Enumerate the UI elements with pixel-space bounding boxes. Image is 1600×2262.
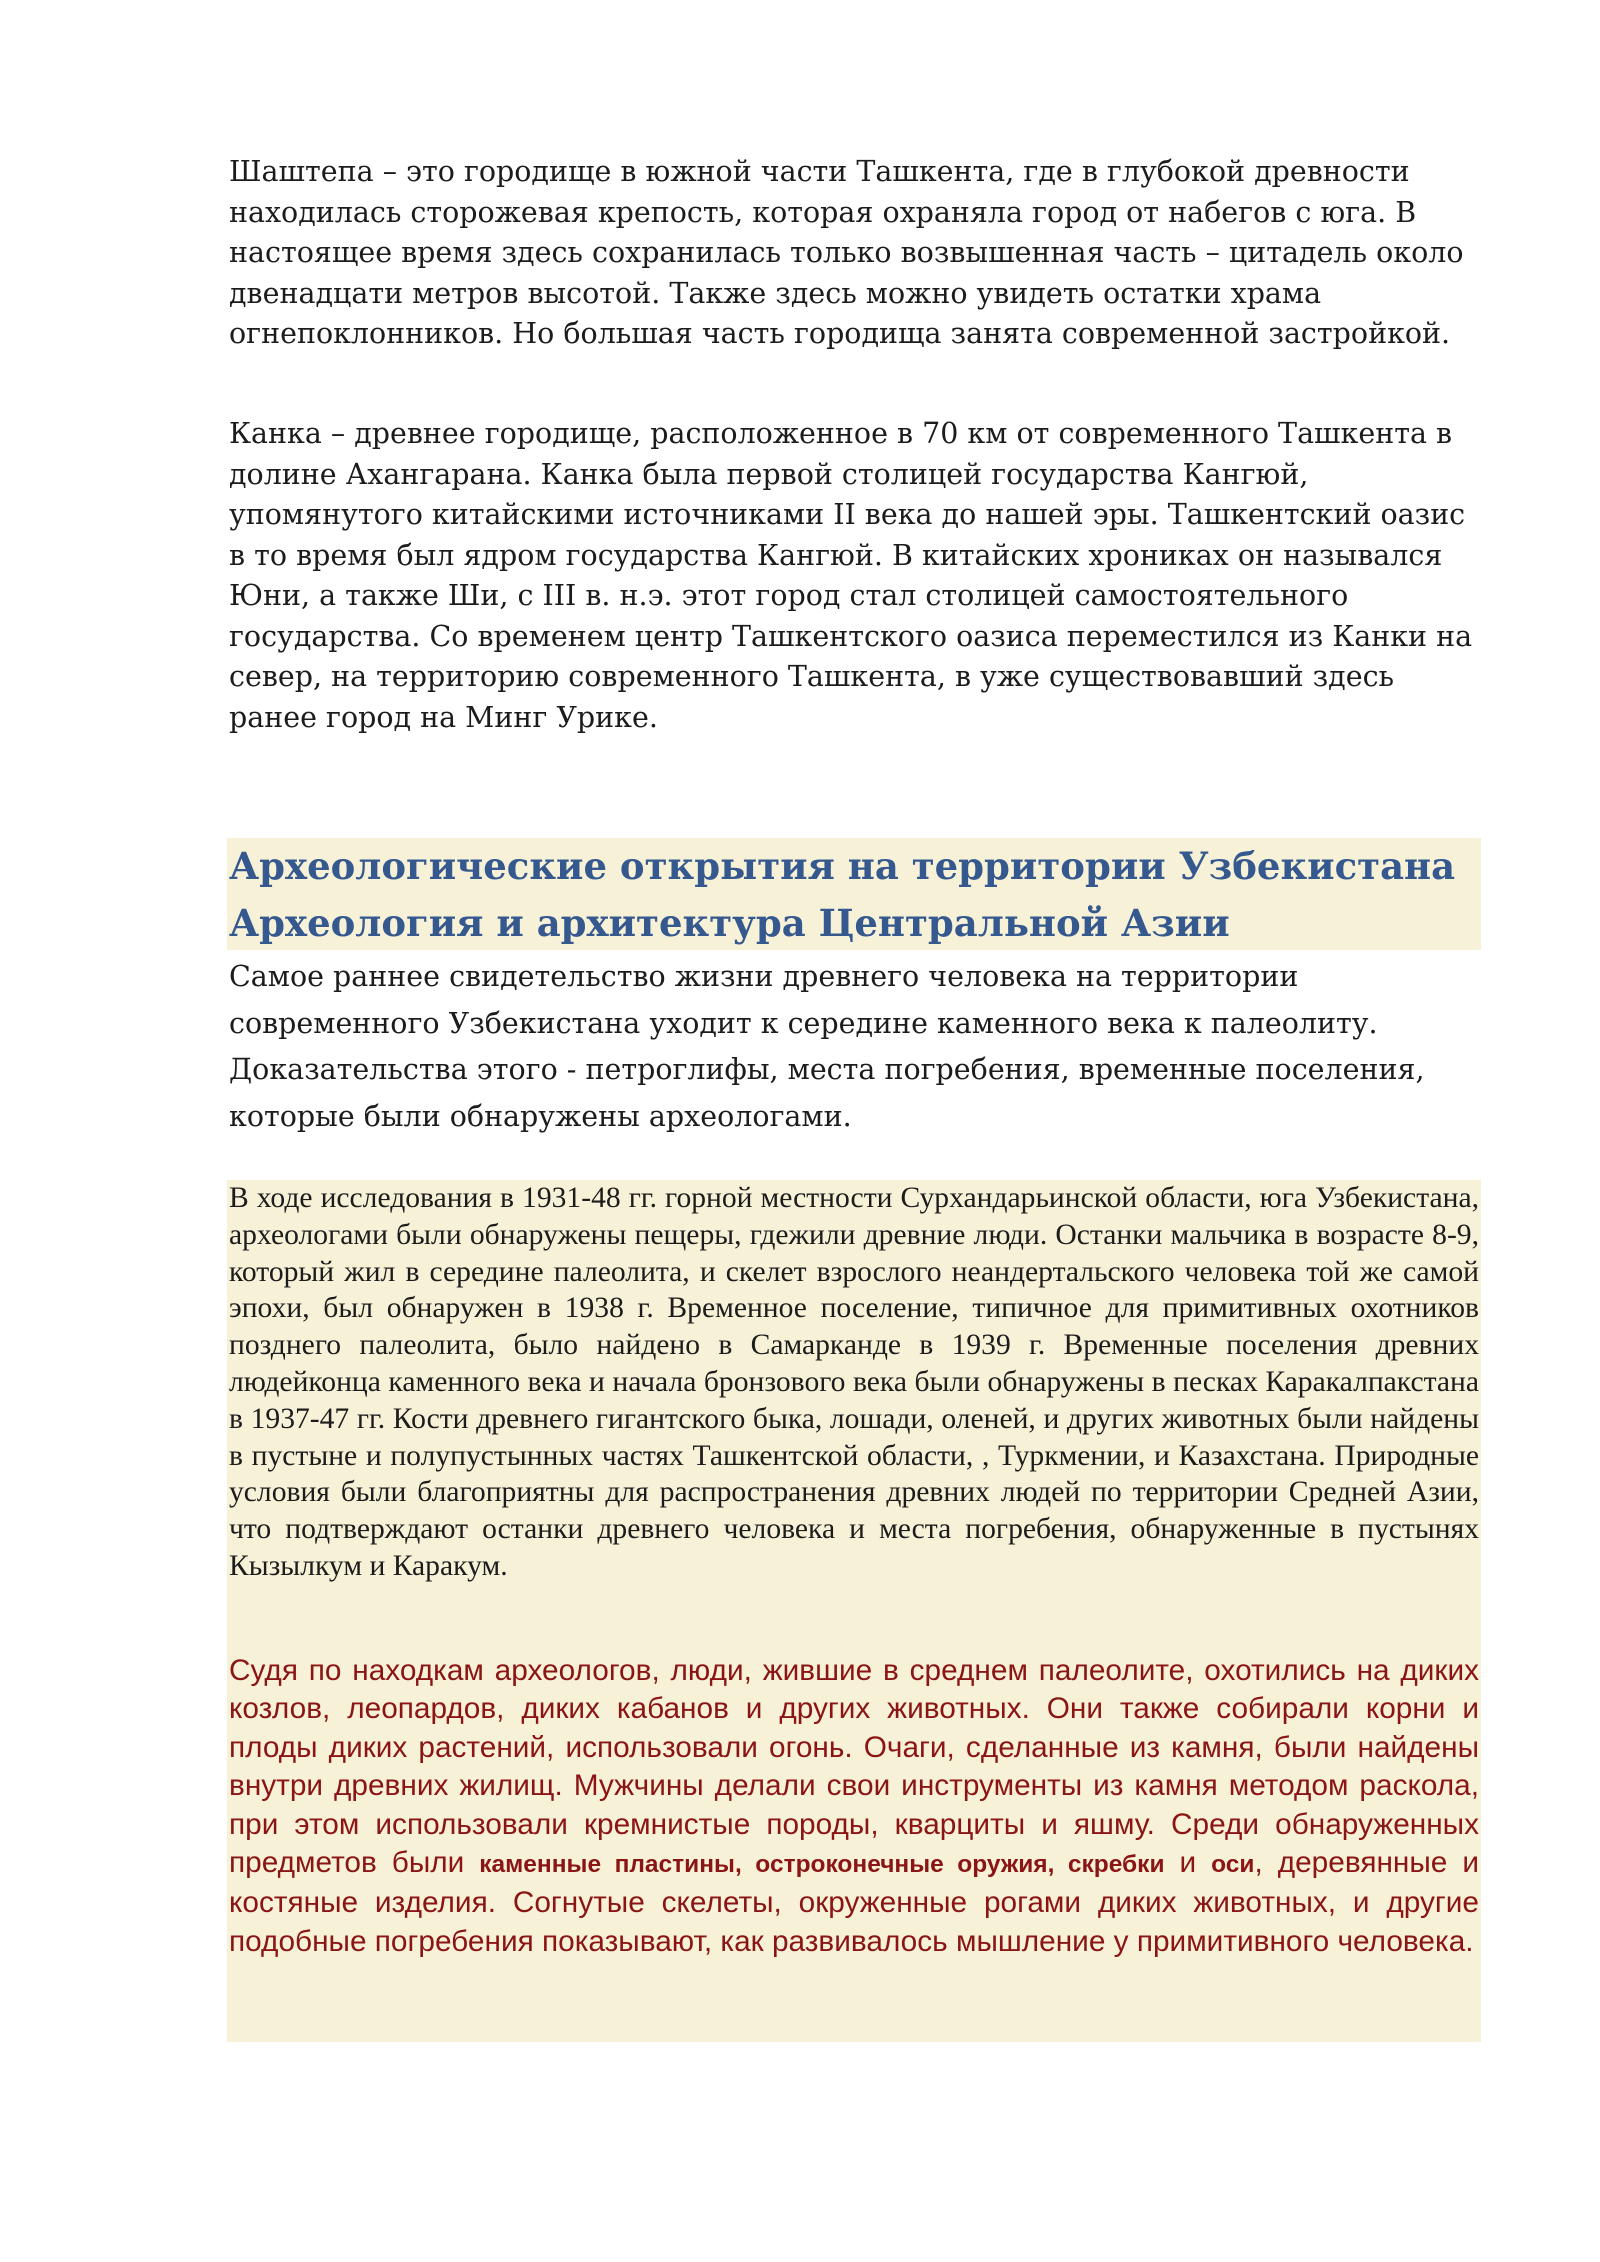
- shaded-section: [227, 1180, 1481, 2042]
- findings-text-part1: Судя по находкам археологов, люди, жившие в среднем палеолите, охотились на диких козлов, леопардов, диких кабанов и других животных. Они также собирали корни и плоды диких растений, использовали огонь. Очаги, сделанные из камня, были найдены внутри древних жилищ. Мужчины делали свои инструменты из камня методом раскола, при этом использовали кремнистые породы, кварциты и яшму. Среди обнаруженных предметов были: [229, 1654, 1479, 1880]
- paragraph-shashtepa: Шаштепа – это городище в южной части Ташкента, где в глубокой древности находилась сторожевая крепость, которая охраняла город от набегов с юга. В настоящее время здесь сохранилась только возвышенная часть – цитадель около двенадцати метров высотой. Также здесь можно увидеть остатки храма огнепоклонников. Но большая часть городища занята современной застройкой.: [229, 155, 1464, 350]
- findings-bold-pointed-weapons: остроконечные оружия: [755, 1851, 1048, 1879]
- findings-text-part2: , деревянные и костяные изделия. Согнутые скелеты, окруженные рогами диких животных, и другие подобные погребения показывают, как развивалось мышление у примитивного человека.: [229, 1846, 1479, 1958]
- findings-separator-1: ,: [734, 1851, 756, 1879]
- heading-line-2: Археология и архитектура Центральной Азии: [229, 901, 1230, 945]
- paragraph-kanka: Канка – древнее городище, расположенное в 70 км от современного Ташкента в долине Ахангарана. Канка была первой столицей государства Кангюй, упомянутого китайскими источниками II века до нашей эры. Ташкентский оазис в то время был ядром государства Кангюй. В китайских хрониках он назывался Юни, а также Ши, с III в. н.э. этот город стал столицей самостоятельного государства. Со временем центр Ташкентского оазиса переместился из Канки на север, на территорию современного Ташкента, в уже существовавший здесь ранее город на Минг Урике.: [229, 417, 1473, 734]
- paragraph-findings: [229, 1652, 1479, 1961]
- findings-bold-scrapers: скребки: [1067, 1851, 1165, 1879]
- paragraph-intro: Самое раннее свидетельство жизни древнего человека на территории современного Узбекистана уходит к середине каменного века к палеолиту. Доказательства этого - петроглифы, места погребения, временные поселения, которые были обнаружены археологами.: [229, 960, 1425, 1133]
- heading-line-1: Археологические открытия на территории Узбекистана: [229, 844, 1456, 888]
- findings-bold-axes: оси: [1211, 1851, 1255, 1879]
- findings-bold-stone-plates: каменные пластины: [479, 1851, 735, 1879]
- findings-separator-3: и: [1164, 1846, 1212, 1880]
- section-heading: [227, 838, 1481, 950]
- findings-separator-2: ,: [1047, 1851, 1068, 1879]
- paragraph-research: В ходе исследования в 1931-48 гг. горной местности Сурхандарьинской области, юга Узбекистана, археологами были обнаружены пещеры, гдежили древние люди. Останки мальчика в возрасте 8-9, который жил в середине палеолита, и скелет взрослого неандертальского человека той же самой эпохи, был обнаружен в 1938 г. Временное поселение, типичное для примитивных охотников позднего палеолита, было найдено в Самарканде в 1939 г. Временные поселения древних людейконца каменного века и начала бронзового века были обнаружены в песках Каракалпакстана в 1937-47 гг. Кости древнего гигантского быка, лошади, оленей, и других животных были найдены в пустыне и полупустынных частях Ташкентской области, , Туркмении, и Казахстана. Природные условия были благоприятны для распространения древних людей по территории Средней Азии, что подтверждают останки древнего человека и места погребения, обнаруженные в пустынях Кызылкум и Каракум.: [229, 1182, 1479, 1582]
